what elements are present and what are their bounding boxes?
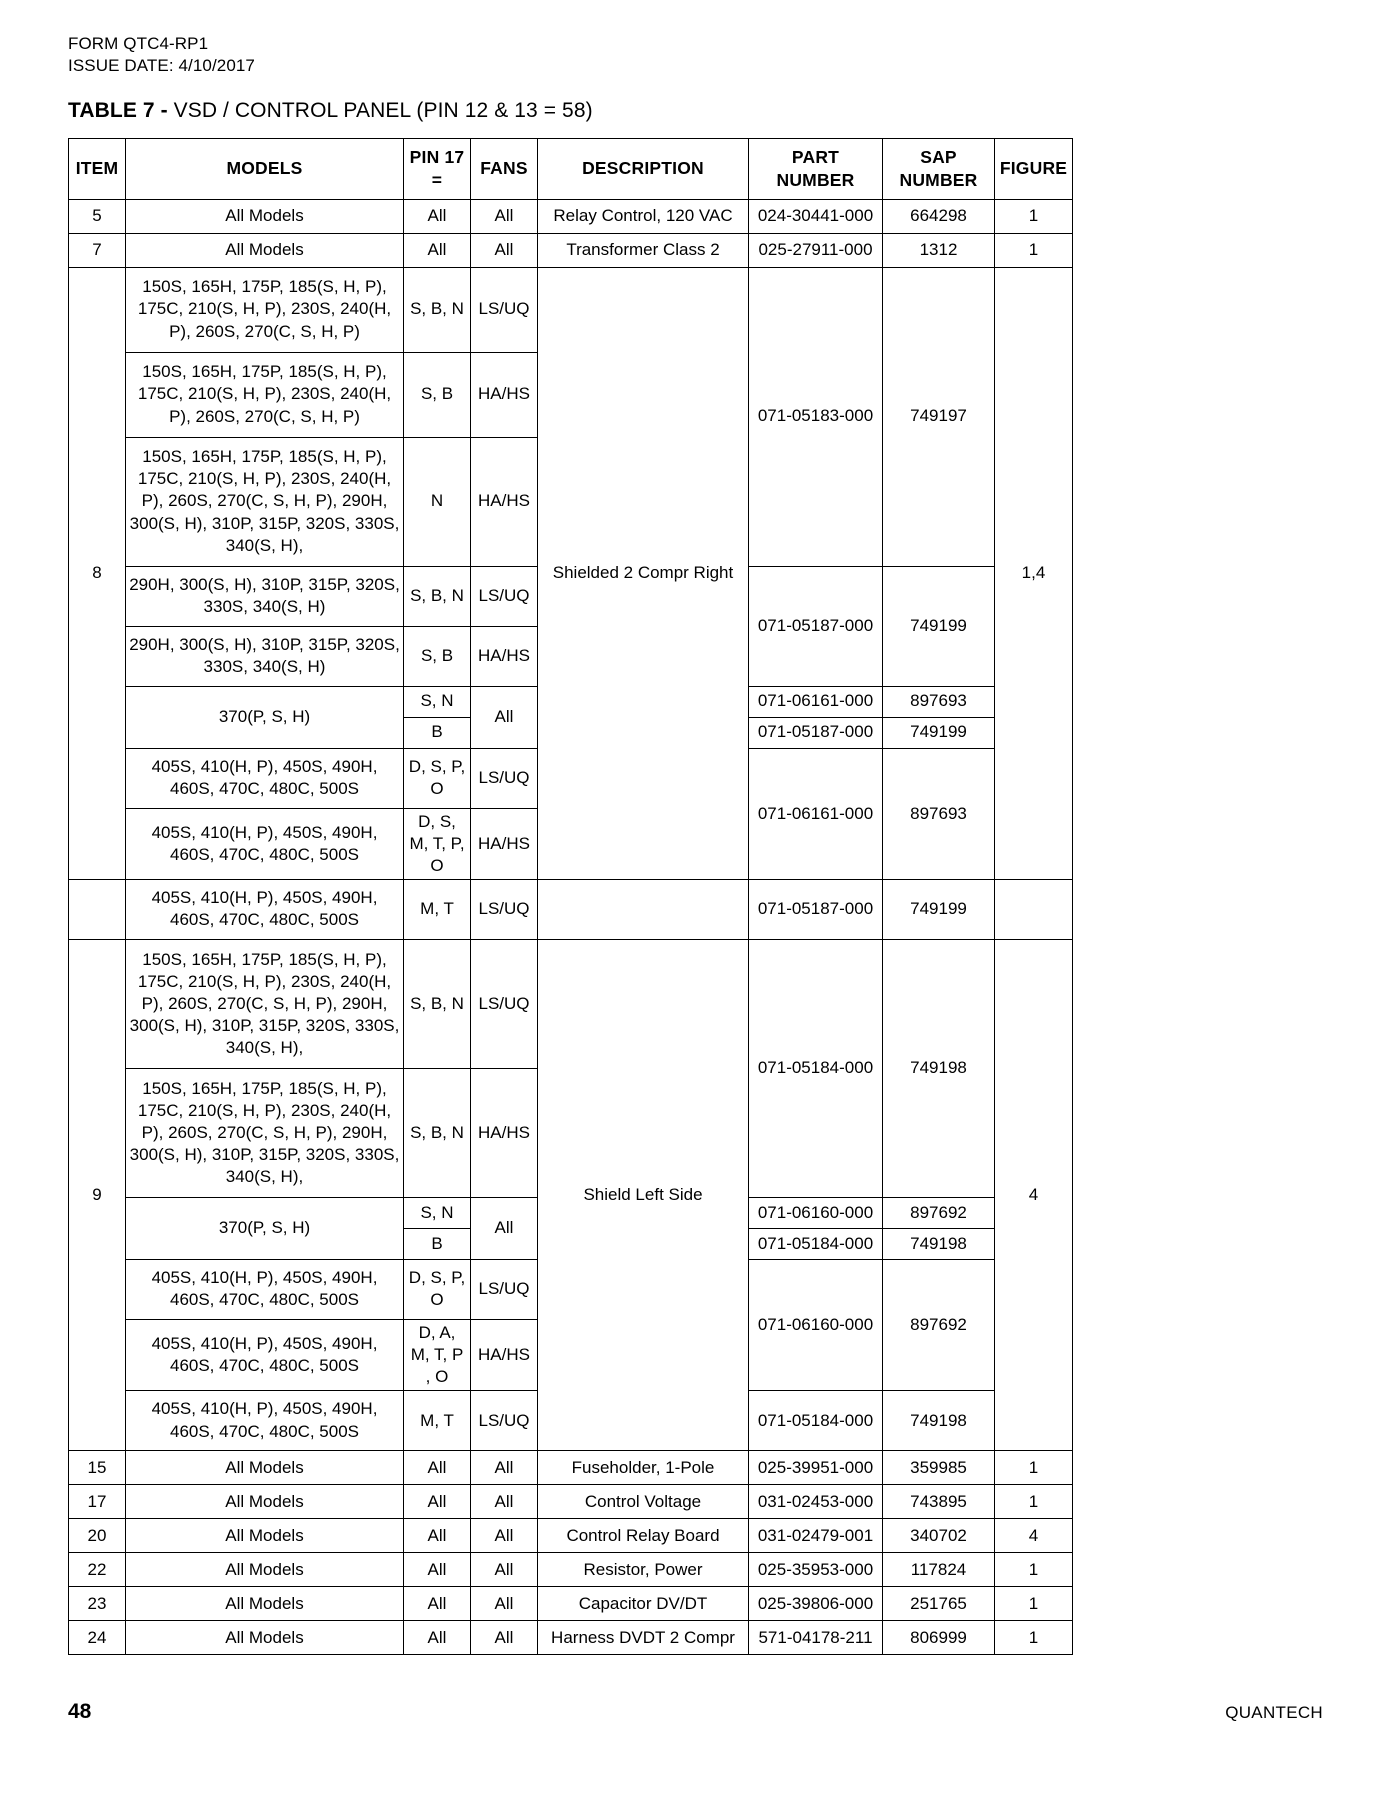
cell-pin17: D, A, M, T, P , O bbox=[404, 1319, 471, 1390]
cell-models: 405S, 410(H, P), 450S, 490H, 460S, 470C, 480C, 500S bbox=[126, 1319, 404, 1390]
cell-part-number: 571-04178-211 bbox=[749, 1621, 883, 1655]
cell-fans: HA/HS bbox=[471, 437, 538, 566]
cell-models: All Models bbox=[126, 1621, 404, 1655]
cell-part-number: 071-05184-000 bbox=[749, 1228, 883, 1259]
cell-pin17: B bbox=[404, 1228, 471, 1259]
cell-pin17: S, B, N bbox=[404, 939, 471, 1068]
cell-pin17: All bbox=[404, 233, 471, 267]
table-row bbox=[69, 939, 1073, 1068]
cell-pin17: B bbox=[404, 717, 471, 748]
header-part-line2: NUMBER bbox=[776, 169, 855, 190]
cell-sap-number: 749197 bbox=[883, 267, 995, 566]
cell-sap-number: 340702 bbox=[883, 1519, 995, 1553]
cell-part-number: 071-05184-000 bbox=[749, 1391, 883, 1451]
table-row bbox=[69, 1621, 1073, 1655]
cell-models: 370(P, S, H) bbox=[126, 1197, 404, 1259]
page-number: 48 bbox=[68, 1700, 92, 1723]
header-description: DESCRIPTION bbox=[538, 139, 749, 200]
cell-fans: All bbox=[471, 199, 538, 233]
cell-models: 150S, 165H, 175P, 185(S, H, P), 175C, 210(S, H, P), 230S, 240(H, P), 260S, 270(C, S, H, P) bbox=[126, 352, 404, 437]
cell-fans: All bbox=[471, 1197, 538, 1259]
form-number: FORM QTC4-RP1 bbox=[68, 34, 209, 53]
cell-figure: 1 bbox=[995, 233, 1073, 267]
cell-part-number: 071-05187-000 bbox=[749, 717, 883, 748]
cell-fans: All bbox=[471, 1553, 538, 1587]
cell-fans: HA/HS bbox=[471, 352, 538, 437]
table-row bbox=[69, 1485, 1073, 1519]
table-row bbox=[69, 199, 1073, 233]
cell-models: 290H, 300(S, H), 310P, 315P, 320S, 330S, 340(S, H) bbox=[126, 566, 404, 626]
header-part-number bbox=[749, 139, 883, 200]
cell-pin17: All bbox=[404, 1485, 471, 1519]
cell-sap-number: 749198 bbox=[883, 1391, 995, 1451]
cell-item: 23 bbox=[69, 1587, 126, 1621]
cell-item: 24 bbox=[69, 1621, 126, 1655]
cell-models: All Models bbox=[126, 199, 404, 233]
cell-part-number: 071-06160-000 bbox=[749, 1259, 883, 1390]
cell-sap-number: 749199 bbox=[883, 879, 995, 939]
cell-models: 150S, 165H, 175P, 185(S, H, P), 175C, 210(S, H, P), 230S, 240(H, P), 260S, 270(C, S, H, P), 290H, 300(S, H), 310P, 315P, 320S, 330S, 340(S, H), bbox=[126, 939, 404, 1068]
cell-part-number: 025-35953-000 bbox=[749, 1553, 883, 1587]
cell-item: 15 bbox=[69, 1451, 126, 1485]
cell-fans: LS/UQ bbox=[471, 879, 538, 939]
cell-fans: All bbox=[471, 1485, 538, 1519]
cell-fans: HA/HS bbox=[471, 1068, 538, 1197]
cell-part-number: 071-06161-000 bbox=[749, 686, 883, 717]
cell-models: All Models bbox=[126, 1553, 404, 1587]
cell-sap-number: 1312 bbox=[883, 233, 995, 267]
cell-description: Capacitor DV/DT bbox=[538, 1587, 749, 1621]
cell-pin17: D, S, P, O bbox=[404, 748, 471, 808]
cell-sap-number: 359985 bbox=[883, 1451, 995, 1485]
cell-models: 150S, 165H, 175P, 185(S, H, P), 175C, 210(S, H, P), 230S, 240(H, P), 260S, 270(C, S, H, P), 290H, 300(S, H), 310P, 315P, 320S, 330S, 340(S, H), bbox=[126, 437, 404, 566]
cell-fans: All bbox=[471, 1587, 538, 1621]
cell-part-number: 025-27911-000 bbox=[749, 233, 883, 267]
cell-fans: All bbox=[471, 1519, 538, 1553]
cell-pin17: D, S, M, T, P, O bbox=[404, 808, 471, 879]
cell-sap-number: 897693 bbox=[883, 686, 995, 717]
cell-figure: 1 bbox=[995, 199, 1073, 233]
table-row bbox=[69, 1553, 1073, 1587]
cell-fans: LS/UQ bbox=[471, 1259, 538, 1319]
cell-part-number: 071-05187-000 bbox=[749, 879, 883, 939]
header-models: MODELS bbox=[126, 139, 404, 200]
cell-part-number: 024-30441-000 bbox=[749, 199, 883, 233]
cell-item: 5 bbox=[69, 199, 126, 233]
cell-figure-8-cont bbox=[995, 879, 1073, 939]
cell-pin17: M, T bbox=[404, 879, 471, 939]
cell-sap-number: 749198 bbox=[883, 939, 995, 1197]
cell-fans: All bbox=[471, 686, 538, 748]
header-item: ITEM bbox=[69, 139, 126, 200]
header-figure: FIGURE bbox=[995, 139, 1073, 200]
cell-figure: 1 bbox=[995, 1621, 1073, 1655]
cell-item: 22 bbox=[69, 1553, 126, 1587]
cell-part-number: 071-05184-000 bbox=[749, 939, 883, 1197]
cell-sap-number: 251765 bbox=[883, 1587, 995, 1621]
table-row bbox=[69, 267, 1073, 352]
cell-models: All Models bbox=[126, 1451, 404, 1485]
cell-part-number: 031-02453-000 bbox=[749, 1485, 883, 1519]
cell-pin17: All bbox=[404, 1621, 471, 1655]
cell-sap-number: 664298 bbox=[883, 199, 995, 233]
cell-description-8-cont bbox=[538, 879, 749, 939]
cell-figure-9: 4 bbox=[995, 939, 1073, 1450]
cell-fans: LS/UQ bbox=[471, 267, 538, 352]
cell-pin17: S, B, N bbox=[404, 566, 471, 626]
cell-models: 405S, 410(H, P), 450S, 490H, 460S, 470C, 480C, 500S bbox=[126, 879, 404, 939]
cell-figure-8: 1,4 bbox=[995, 267, 1073, 879]
cell-models: 405S, 410(H, P), 450S, 490H, 460S, 470C, 480C, 500S bbox=[126, 748, 404, 808]
cell-part-number: 031-02479-001 bbox=[749, 1519, 883, 1553]
header-fans: FANS bbox=[471, 139, 538, 200]
cell-item-8-cont bbox=[69, 879, 126, 939]
cell-description: Control Voltage bbox=[538, 1485, 749, 1519]
cell-figure: 1 bbox=[995, 1587, 1073, 1621]
cell-pin17: All bbox=[404, 1553, 471, 1587]
cell-sap-number: 749198 bbox=[883, 1228, 995, 1259]
cell-description: Relay Control, 120 VAC bbox=[538, 199, 749, 233]
header-part-line1: PART bbox=[791, 147, 840, 167]
cell-fans: LS/UQ bbox=[471, 1391, 538, 1451]
cell-models: 405S, 410(H, P), 450S, 490H, 460S, 470C, 480C, 500S bbox=[126, 1259, 404, 1319]
cell-fans: LS/UQ bbox=[471, 748, 538, 808]
cell-description-9: Shield Left Side bbox=[538, 939, 749, 1450]
cell-figure: 4 bbox=[995, 1519, 1073, 1553]
table-row bbox=[69, 879, 1073, 939]
cell-description: Control Relay Board bbox=[538, 1519, 749, 1553]
cell-fans: LS/UQ bbox=[471, 939, 538, 1068]
cell-models: All Models bbox=[126, 1587, 404, 1621]
cell-part-number: 071-05183-000 bbox=[749, 267, 883, 566]
cell-pin17: All bbox=[404, 199, 471, 233]
cell-fans: All bbox=[471, 233, 538, 267]
cell-models: 290H, 300(S, H), 310P, 315P, 320S, 330S, 340(S, H) bbox=[126, 626, 404, 686]
cell-pin17: S, B, N bbox=[404, 1068, 471, 1197]
cell-models: 405S, 410(H, P), 450S, 490H, 460S, 470C, 480C, 500S bbox=[126, 1391, 404, 1451]
document-header bbox=[68, 33, 255, 78]
table-row bbox=[69, 1451, 1073, 1485]
cell-pin17: S, B, N bbox=[404, 267, 471, 352]
table-title-prefix: TABLE 7 - bbox=[68, 99, 174, 122]
cell-sap-number: 897692 bbox=[883, 1259, 995, 1390]
cell-sap-number: 806999 bbox=[883, 1621, 995, 1655]
cell-pin17: All bbox=[404, 1451, 471, 1485]
cell-item-9: 9 bbox=[69, 939, 126, 1450]
cell-fans: LS/UQ bbox=[471, 566, 538, 626]
header-pin17: PIN 17 = bbox=[404, 139, 471, 200]
cell-pin17: All bbox=[404, 1519, 471, 1553]
cell-description-8: Shielded 2 Compr Right bbox=[538, 267, 749, 879]
cell-part-number: 071-06161-000 bbox=[749, 748, 883, 879]
cell-item: 7 bbox=[69, 233, 126, 267]
cell-pin17: D, S, P, O bbox=[404, 1259, 471, 1319]
cell-fans: All bbox=[471, 1621, 538, 1655]
cell-description: Harness DVDT 2 Compr bbox=[538, 1621, 749, 1655]
cell-pin17: M, T bbox=[404, 1391, 471, 1451]
cell-models: 370(P, S, H) bbox=[126, 686, 404, 748]
brand-name: QUANTECH bbox=[1225, 1703, 1323, 1722]
cell-sap-number: 749199 bbox=[883, 717, 995, 748]
cell-pin17: All bbox=[404, 1587, 471, 1621]
cell-pin17: S, N bbox=[404, 1197, 471, 1228]
table-title bbox=[68, 99, 593, 123]
cell-sap-number: 117824 bbox=[883, 1553, 995, 1587]
cell-part-number: 025-39806-000 bbox=[749, 1587, 883, 1621]
cell-models: 150S, 165H, 175P, 185(S, H, P), 175C, 210(S, H, P), 230S, 240(H, P), 260S, 270(C, S, H, P), 290H, 300(S, H), 310P, 315P, 320S, 330S, 340(S, H), bbox=[126, 1068, 404, 1197]
cell-fans: HA/HS bbox=[471, 1319, 538, 1390]
cell-fans: HA/HS bbox=[471, 808, 538, 879]
cell-part-number: 071-06160-000 bbox=[749, 1197, 883, 1228]
cell-figure: 1 bbox=[995, 1485, 1073, 1519]
header-sap-line2: NUMBER bbox=[899, 169, 978, 190]
cell-description: Transformer Class 2 bbox=[538, 233, 749, 267]
table-row bbox=[69, 1587, 1073, 1621]
cell-fans: HA/HS bbox=[471, 626, 538, 686]
cell-item-8: 8 bbox=[69, 267, 126, 879]
cell-figure: 1 bbox=[995, 1451, 1073, 1485]
cell-sap-number: 897692 bbox=[883, 1197, 995, 1228]
cell-models: All Models bbox=[126, 1485, 404, 1519]
table-row bbox=[69, 233, 1073, 267]
cell-pin17: S, N bbox=[404, 686, 471, 717]
cell-pin17: S, B bbox=[404, 352, 471, 437]
cell-pin17: S, B bbox=[404, 626, 471, 686]
cell-figure: 1 bbox=[995, 1553, 1073, 1587]
issue-date: ISSUE DATE: 4/10/2017 bbox=[68, 56, 255, 76]
header-sap-number bbox=[883, 139, 995, 200]
cell-models: 405S, 410(H, P), 450S, 490H, 460S, 470C, 480C, 500S bbox=[126, 808, 404, 879]
cell-fans: All bbox=[471, 1451, 538, 1485]
header-sap-line1: SAP bbox=[920, 147, 957, 167]
cell-models: All Models bbox=[126, 233, 404, 267]
cell-sap-number: 743895 bbox=[883, 1485, 995, 1519]
cell-part-number: 025-39951-000 bbox=[749, 1451, 883, 1485]
cell-part-number: 071-05187-000 bbox=[749, 566, 883, 686]
cell-description: Fuseholder, 1-Pole bbox=[538, 1451, 749, 1485]
cell-models: 150S, 165H, 175P, 185(S, H, P), 175C, 210(S, H, P), 230S, 240(H, P), 260S, 270(C, S, H, P) bbox=[126, 267, 404, 352]
cell-pin17: N bbox=[404, 437, 471, 566]
cell-sap-number: 749199 bbox=[883, 566, 995, 686]
parts-table bbox=[68, 138, 1073, 1655]
cell-item: 20 bbox=[69, 1519, 126, 1553]
cell-description: Resistor, Power bbox=[538, 1553, 749, 1587]
cell-item: 17 bbox=[69, 1485, 126, 1519]
cell-models: All Models bbox=[126, 1519, 404, 1553]
cell-sap-number: 897693 bbox=[883, 748, 995, 879]
table-header-row bbox=[69, 139, 1073, 200]
table-title-rest: VSD / CONTROL PANEL (PIN 12 & 13 = 58) bbox=[173, 99, 593, 122]
table-row bbox=[69, 1519, 1073, 1553]
